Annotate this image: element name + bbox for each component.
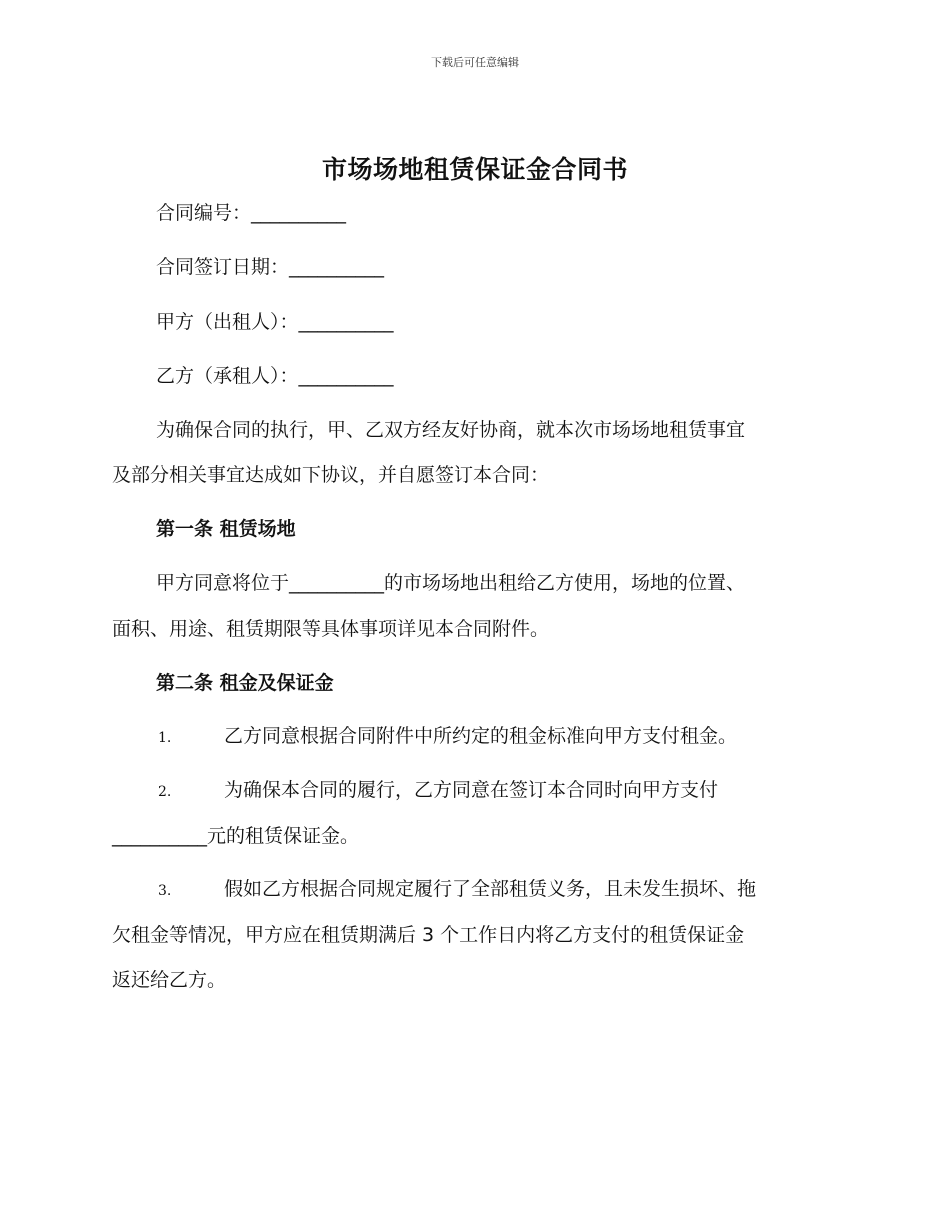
contract-number-field: 合同编号：__________ [156,202,347,224]
intro-paragraph-line-1: 为确保合同的执行，甲、乙双方经友好协商，就本次市场场地租赁事宜 [156,419,746,441]
item-2-line-2: __________元的租赁保证金。 [112,825,360,847]
item-3-line-2: 欠租金等情况，甲方应在租赁期满后 3 个工作日内将乙方支付的租赁保证金 [112,924,745,946]
item-2-number: 2. [158,784,172,800]
intro-paragraph-line-2: 及部分相关事宜达成如下协议，并自愿签订本合同： [112,464,550,486]
item-3-number: 3. [158,883,172,899]
item-3-line-3: 返还给乙方。 [112,969,227,991]
item-1-number: 1. [158,730,172,746]
sign-date-field: 合同签订日期：__________ [156,256,385,278]
document-title: 市场场地租赁保证金合同书 [321,155,628,184]
article-1-heading: 第一条 租赁场地 [156,518,296,540]
article-1-line-2: 面积、用途、租赁期限等具体事项详见本合同附件。 [112,618,550,640]
item-2-line-1: 为确保本合同的履行，乙方同意在签订本合同时向甲方支付 [224,779,719,801]
article-1-line-1: 甲方同意将位于__________的市场场地出租给乙方使用，场地的位置、 [156,572,746,594]
item-3-line-1: 假如乙方根据合同规定履行了全部租赁义务，且未发生损坏、拖 [224,878,757,900]
page-header-note: 下载后可任意编辑 [431,56,519,69]
article-2-heading: 第二条 租金及保证金 [156,672,334,694]
item-1-line-1: 乙方同意根据合同附件中所约定的租金标准向甲方支付租金。 [224,725,738,747]
party-b-field: 乙方（承租人）：__________ [156,365,394,387]
party-a-field: 甲方（出租人）：__________ [156,311,394,333]
